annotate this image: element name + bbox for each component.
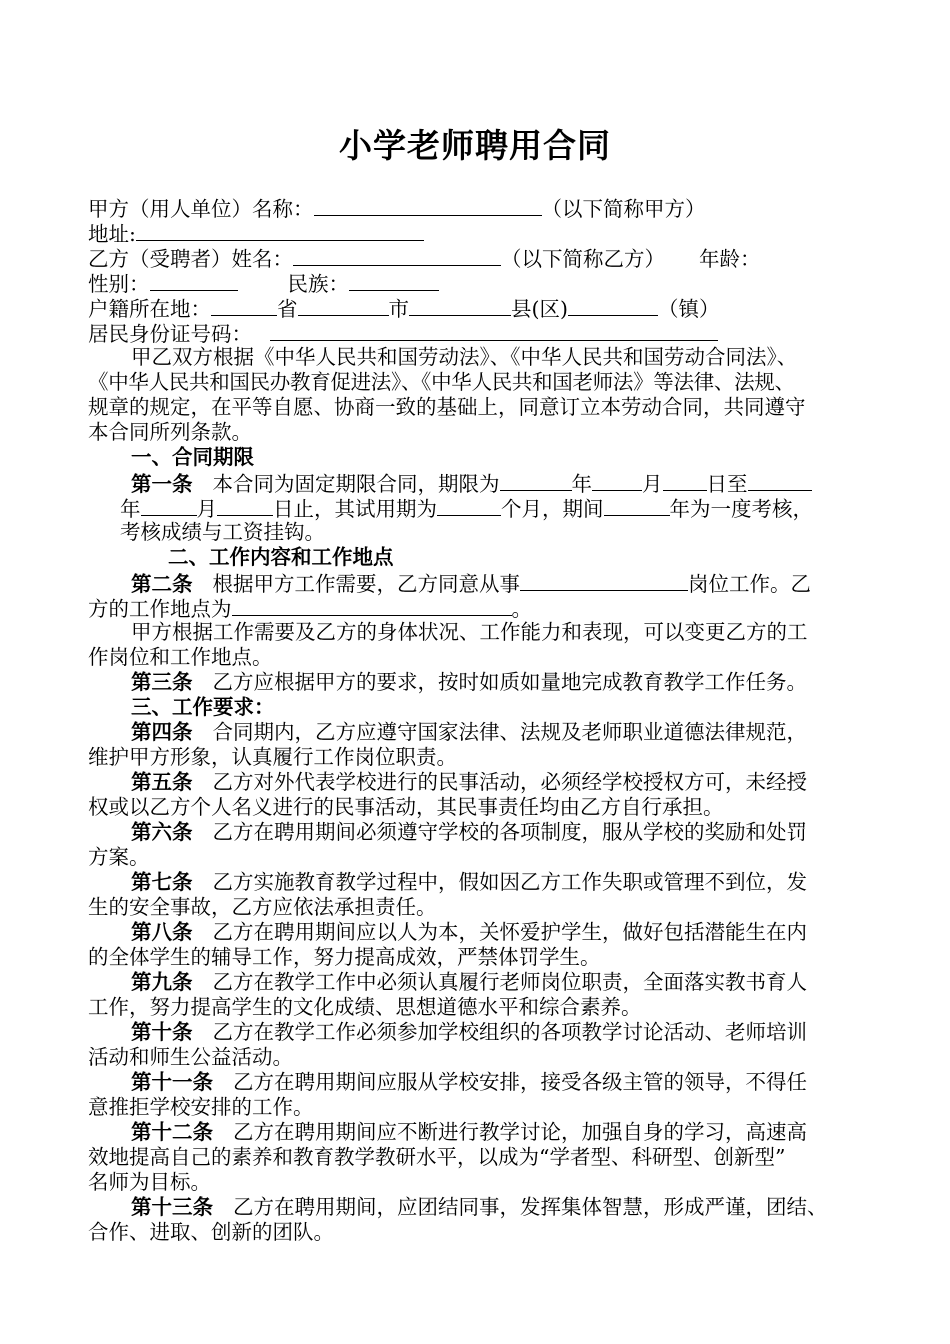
article-9-line-1: [131, 970, 807, 995]
intro-line-2: 《中华人民共和国民办教育促进法》、《中华人民共和国老师法》等法律、法规、: [88, 370, 795, 394]
article-9-text: 乙方在教学工作中必须认真履行老师岗位职责，全面落实教书育人: [212, 970, 807, 994]
term-start-month-field[interactable]: [592, 470, 642, 491]
domicile-line: [88, 295, 720, 320]
party-b-name-field[interactable]: [293, 245, 501, 266]
id-line: [88, 320, 718, 345]
province-field[interactable]: [211, 295, 277, 316]
month-label: 月: [642, 472, 663, 496]
article-2-text: 。: [511, 597, 532, 621]
ethnicity-field[interactable]: [349, 270, 439, 291]
article-13-line-1: [131, 1195, 828, 1220]
article-12-line-1: [131, 1120, 807, 1145]
article-8-line-1: [131, 920, 807, 945]
article-5-text: 乙方对外代表学校进行的民事活动，必须经学校授权方可，未经授: [212, 770, 807, 794]
article-11-text: 乙方在聘用期间应服从学校安排，接受各级主管的领导，不得任: [233, 1070, 807, 1094]
party-b-line: [88, 245, 761, 270]
article-3-label: 第三条: [131, 670, 193, 694]
article-2-text: 根据甲方工作需要，乙方同意从事: [212, 572, 520, 596]
article-1-text: 个月，期间: [501, 497, 604, 521]
article-4-line-2: 维护甲方形象，认真履行工作岗位职责。: [88, 745, 457, 769]
section-heading-1: 一、合同期限: [131, 445, 254, 469]
party-a-name-field[interactable]: [314, 195, 542, 216]
year-label: 年: [120, 497, 141, 521]
article-4-label: 第四条: [131, 720, 193, 744]
address-line: [88, 220, 424, 245]
article-12-label: 第十二条: [131, 1120, 213, 1144]
article-2-para2-line-2: 作岗位和工作地点。: [88, 645, 273, 669]
id-number-field[interactable]: [270, 320, 718, 341]
article-13-line-2: 合作、进取、创新的团队。: [88, 1220, 334, 1244]
article-1-label: 第一条: [131, 472, 193, 496]
article-1-line-1: [131, 470, 812, 495]
article-3-text: 乙方应根据甲方的要求，按时如质如量地完成教育教学工作任务。: [212, 670, 807, 694]
section-heading-2: 二、工作内容和工作地点: [168, 545, 394, 569]
party-a-suffix: （以下简称甲方）: [541, 197, 706, 221]
position-field[interactable]: [520, 570, 688, 591]
party-a-label: 甲方（用人单位）名称：: [88, 197, 314, 221]
article-8-text: 乙方在聘用期间应以人为本，关怀爱护学生，做好包括潜能生在内: [212, 920, 807, 944]
day-to-label: 日至: [706, 472, 748, 496]
article-6-line-1: [131, 820, 807, 845]
article-3: [131, 670, 807, 695]
town-field[interactable]: [568, 295, 658, 316]
term-end-month-field[interactable]: [141, 495, 197, 516]
article-8-line-2: 的全体学生的辅导工作，努力提高成效，严禁体罚学生。: [88, 945, 601, 969]
probation-months-field[interactable]: [437, 495, 501, 516]
article-7-text: 乙方实施教育教学过程中，假如因乙方工作失职或管理不到位，发: [212, 870, 807, 894]
article-10-line-1: [131, 1020, 807, 1045]
article-1-text: 年为一度考核，: [669, 497, 813, 521]
term-end-year-field[interactable]: [748, 470, 812, 491]
intro-text: 甲乙双方根据《中华人民共和国劳动法》、《中华人民共和国劳动合同法》、: [131, 345, 798, 369]
article-11-line-1: [131, 1070, 807, 1095]
year-label: 年: [571, 472, 592, 496]
article-9-label: 第九条: [131, 970, 193, 994]
term-start-year-field[interactable]: [500, 470, 572, 491]
county-label: 县(区): [511, 297, 568, 321]
article-4-text: 合同期内，乙方应遵守国家法律、法规及老师职业道德法律规范，: [212, 720, 807, 744]
intro-line-4: 本合同所列条款。: [88, 420, 252, 444]
review-cycle-field[interactable]: [604, 495, 670, 516]
article-6-text: 乙方在聘用期间必须遵守学校的各项制度，服从学校的奖励和处罚: [212, 820, 807, 844]
party-b-suffix: （以下简称乙方）: [501, 247, 665, 271]
id-label: 居民身份证号码：: [88, 322, 252, 346]
city-field[interactable]: [298, 295, 389, 316]
page-title: 小学老师聘用合同: [339, 126, 611, 165]
gender-line: [88, 270, 439, 295]
party-a-line: [88, 195, 706, 220]
address-label: 地址:: [88, 222, 136, 246]
article-6-line-2: 方案。: [88, 845, 150, 869]
domicile-label: 户籍所在地：: [88, 297, 211, 321]
town-label: （镇）: [658, 297, 720, 321]
article-9-line-2: 工作，努力提高学生的文化成绩、思想道德水平和综合素养。: [88, 995, 642, 1019]
work-location-field[interactable]: [232, 595, 512, 616]
article-10-line-2: 活动和师生公益活动。: [88, 1045, 293, 1069]
term-start-day-field[interactable]: [663, 470, 707, 491]
article-1-text: 本合同为固定期限合同，期限为: [212, 472, 500, 496]
article-12-line-2: 效地提高自己的素养和教育教学教研水平，以成为“学者型、科研型、创新型”: [88, 1145, 786, 1169]
gender-field[interactable]: [150, 270, 238, 291]
term-end-day-field[interactable]: [217, 495, 273, 516]
article-10-text: 乙方在教学工作必须参加学校组织的各项教学讨论活动、老师培训: [212, 1020, 807, 1044]
article-7-line-1: [131, 870, 807, 895]
article-2-text: 方的工作地点为: [88, 597, 232, 621]
article-2-line-2: [88, 595, 532, 620]
article-2-text: 岗位工作。乙: [688, 572, 811, 596]
article-13-label: 第十三条: [131, 1195, 213, 1219]
article-8-label: 第八条: [131, 920, 193, 944]
article-2-label: 第二条: [131, 572, 193, 596]
article-5-line-2: 权或以乙方个人名义进行的民事活动，其民事责任均由乙方自行承担。: [88, 795, 724, 819]
intro-line-3: 规章的规定，在平等自愿、协商一致的基础上，同意订立本劳动合同，共同遵守: [88, 395, 806, 419]
section-heading-3: 三、工作要求：: [131, 695, 275, 719]
article-1-line-2: [120, 495, 813, 520]
month-label: 月: [196, 497, 217, 521]
article-2-para2-line-1: 甲方根据工作需要及乙方的身体状况、工作能力和表现，可以变更乙方的工: [131, 620, 808, 644]
article-1-line-3: 考核成绩与工资挂钩。: [120, 520, 325, 544]
article-11-line-2: 意推拒学校安排的工作。: [88, 1095, 314, 1119]
article-1-text: 日止，其试用期为: [273, 497, 437, 521]
article-7-label: 第七条: [131, 870, 193, 894]
address-field[interactable]: [136, 220, 424, 241]
party-b-label: 乙方（受聘者）姓名：: [88, 247, 293, 271]
article-7-line-2: 生的安全事故，乙方应依法承担责任。: [88, 895, 437, 919]
province-label: 省: [277, 297, 298, 321]
article-5-line-1: [131, 770, 807, 795]
article-2-line-1: [131, 570, 811, 595]
article-6-label: 第六条: [131, 820, 193, 844]
article-11-label: 第十一条: [131, 1070, 213, 1094]
city-label: 市: [388, 297, 409, 321]
article-12-text: 乙方在聘用期间应不断进行教学讨论，加强自身的学习，高速高: [233, 1120, 807, 1144]
article-12-line-3: 名师为目标。: [88, 1170, 211, 1194]
gender-label: 性别：: [88, 272, 150, 296]
ethnicity-label: 民族：: [287, 272, 349, 296]
article-13-text: 乙方在聘用期间，应团结同事，发挥集体智慧，形成严谨，团结、: [233, 1195, 828, 1219]
county-field[interactable]: [409, 295, 511, 316]
article-10-label: 第十条: [131, 1020, 193, 1044]
article-5-label: 第五条: [131, 770, 193, 794]
article-4-line-1: [131, 720, 807, 745]
age-label: 年龄：: [699, 247, 761, 271]
intro-line-1: [131, 345, 893, 370]
